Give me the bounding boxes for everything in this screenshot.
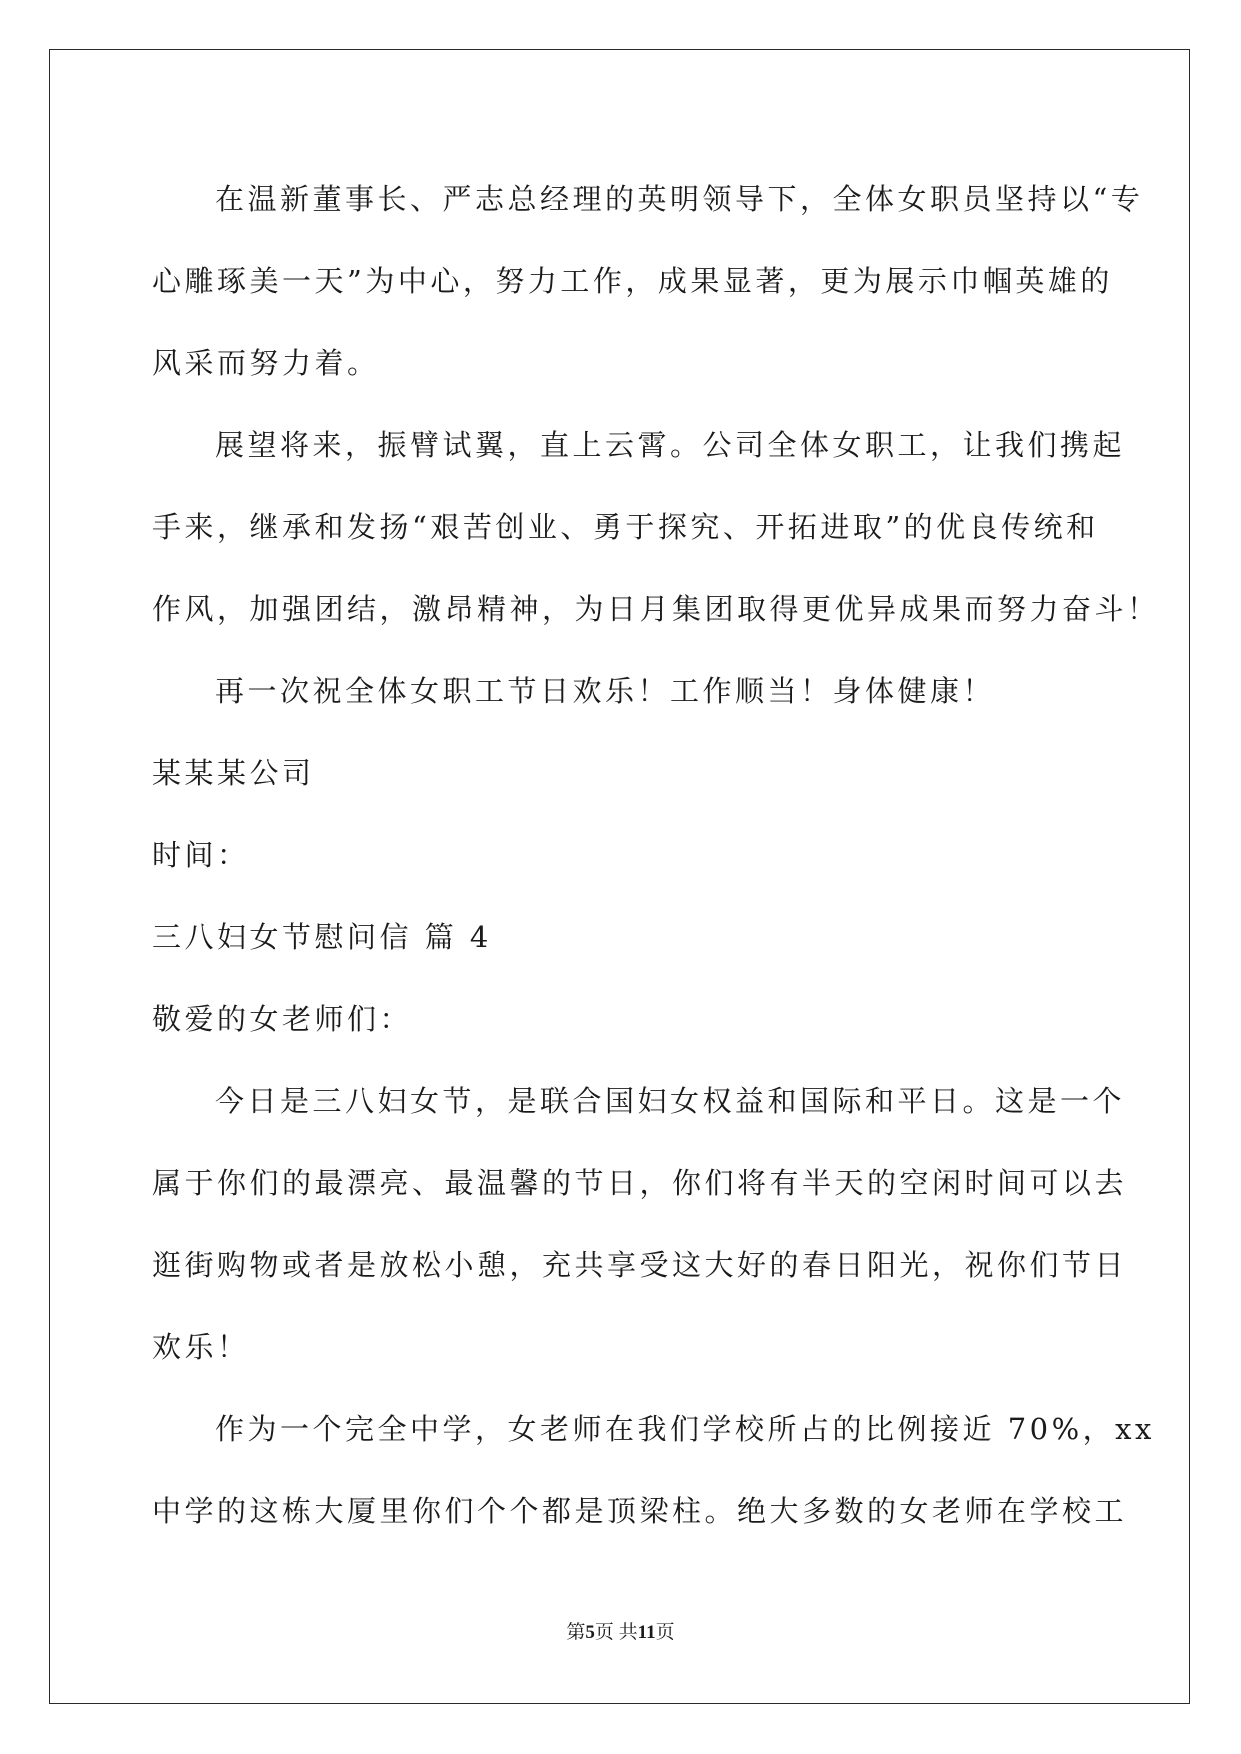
paragraph-line: 再一次祝全体女职工节日欢乐！工作顺当！身体健康！ <box>215 674 996 708</box>
page-suffix: 页 <box>655 1622 675 1643</box>
paragraph-line: 展望将来，振臂试翼，直上云霄。公司全体女职工，让我们携起 <box>215 428 1126 462</box>
paragraph-line: 欢乐！ <box>152 1330 250 1364</box>
paragraph-line: 作风，加强团结，激昂精神，为日月集团取得更优异成果而努力奋斗！ <box>152 592 1160 626</box>
paragraph-line: 心雕琢美一天”为中心，努力工作，成果显著，更为展示巾帼英雄的 <box>152 264 1113 298</box>
paragraph-line: 中学的这栋大厦里你们个个都是顶梁柱。绝大多数的女老师在学校工 <box>152 1494 1128 1528</box>
total-pages: 11 <box>637 1622 656 1643</box>
section-title: 三八妇女节慰问信 篇 4 <box>152 920 492 954</box>
page-number <box>0 1617 1241 1644</box>
signature-company: 某某某公司 <box>152 756 315 790</box>
page-mid: 页 共 <box>594 1622 638 1643</box>
paragraph-line: 在温新董事长、严志总经理的英明领导下，全体女职员坚持以“专 <box>215 182 1144 216</box>
paragraph-line: 逛街购物或者是放松小憩，充共享受这大好的春日阳光，祝你们节日 <box>152 1248 1128 1282</box>
salutation: 敬爱的女老师们： <box>152 1002 413 1036</box>
paragraph-line: 作为一个完全中学，女老师在我们学校所占的比例接近 70%，xx <box>215 1412 1155 1446</box>
document-body <box>152 158 1160 1552</box>
paragraph-line: 风采而努力着。 <box>152 346 380 380</box>
signature-time: 时间： <box>152 838 250 872</box>
current-page: 5 <box>585 1622 595 1643</box>
paragraph-line: 属于你们的最漂亮、最温馨的节日，你们将有半天的空闲时间可以去 <box>152 1166 1128 1200</box>
paragraph-line: 手来，继承和发扬“艰苦创业、勇于探究、开拓进取”的优良传统和 <box>152 510 1099 544</box>
page-prefix: 第 <box>566 1622 586 1643</box>
paragraph-line: 今日是三八妇女节，是联合国妇女权益和国际和平日。这是一个 <box>215 1084 1126 1118</box>
